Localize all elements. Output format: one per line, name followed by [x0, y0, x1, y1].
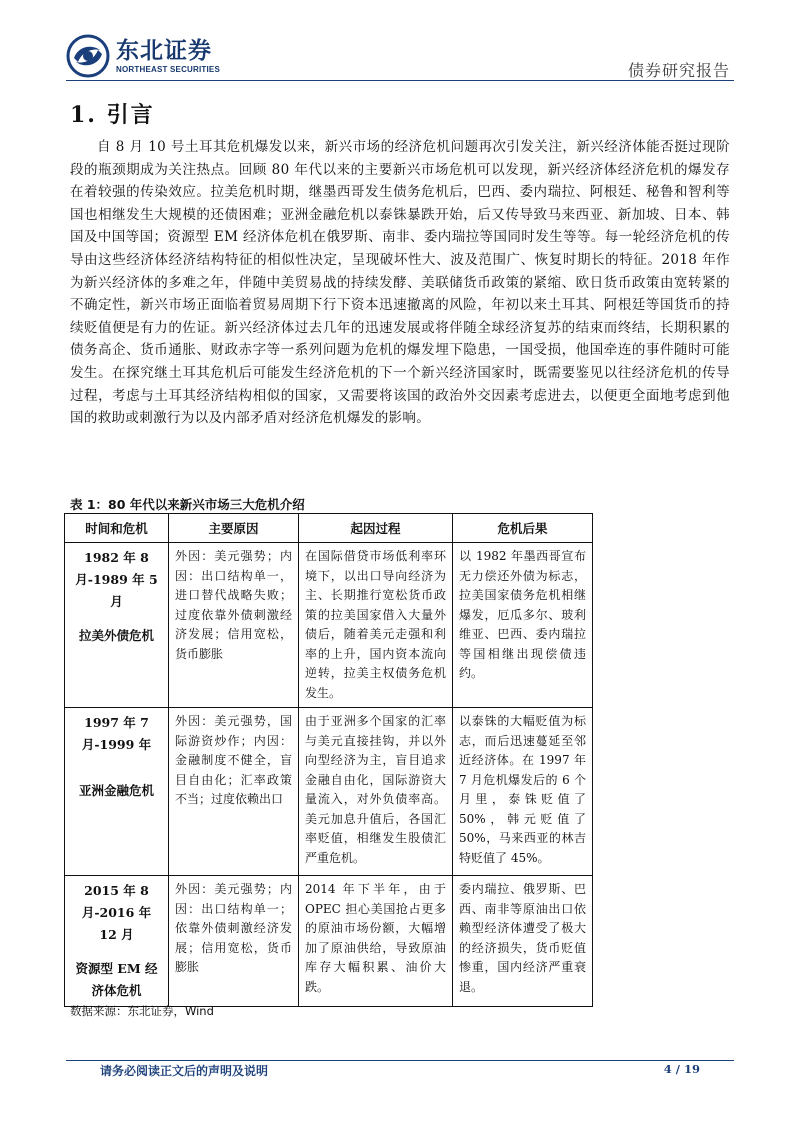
- crisis-period-cell: [65, 543, 169, 708]
- crisis-name: 资源型 EM 经济体危机: [75, 961, 158, 998]
- crisis-name: 亚洲金融危机: [78, 783, 154, 798]
- report-type: 债券研究报告: [627, 61, 730, 80]
- page-number: 4 / 19: [663, 1062, 700, 1076]
- table-row: [65, 708, 593, 876]
- header-result: 危机后果: [453, 514, 593, 543]
- company-logo: [66, 34, 220, 78]
- table-header-row: [65, 514, 593, 543]
- crisis-period-cell: [65, 876, 169, 1007]
- company-name-cn: 东北证券: [116, 38, 212, 64]
- crisis-process: 2014 年下半年，由于 OPEC 担心美国抢占更多的原油市场份额，大幅增加了原油供给，导致原油库存大幅积累、油价大跌。: [299, 876, 453, 1007]
- table-row: [65, 876, 593, 1007]
- header-cause: 主要原因: [169, 514, 299, 543]
- northeast-securities-logo-icon: [66, 34, 110, 78]
- crisis-period: 1997 年 7 月-1999 年: [81, 715, 152, 752]
- header-process: 起因过程: [299, 514, 453, 543]
- crisis-process: 由于亚洲多个国家的汇率与美元直接挂钩，并以外向型经济为主，盲目追求金融自由化，国际游资大量流入，对外负债率高。美元加息升值后，各国汇率贬值，相继发生股债汇严重危机。: [299, 708, 453, 876]
- header-time: 时间和危机: [65, 514, 169, 543]
- crisis-result: 以 1982 年墨西哥宣布无力偿还外债为标志，拉美国家债务危机相继爆发，厄瓜多尔、玻利维亚、巴西、委内瑞拉等国相继出现偿债违约。: [453, 543, 593, 708]
- crisis-period-cell: [65, 708, 169, 876]
- crisis-name: 拉美外债危机: [78, 628, 154, 643]
- crisis-table: [64, 513, 593, 1007]
- intro-paragraph: 自 8 月 10 号土耳其危机爆发以来，新兴市场的经济危机问题再次引发关注，新兴经济体能否挺过现阶段的瓶颈期成为关注热点。回顾 80 年代以来的主要新兴市场危机可以发现，新兴经济体经济危机的爆发存在着较强的传染效应。拉美危机时期，继墨西哥发生债务危机后，巴西、委内瑞拉、阿根廷、秘鲁和智利等国也相继发生大规模的还债困难；亚洲金融危机以泰铢暴跌开始，后又传导致马来西亚、新加坡、日本、韩国及中国等国；资源型 EM 经济体危机在俄罗斯、南非、委内瑞拉等国同时发生等等。每一轮经济危机的传导由这些经济体经济结构特征的相似性决定，呈现破坏性大、波及范围广、恢复时期长的特征。2018 年作为新兴经济体的多难之年，伴随中美贸易战的持续发酵、美联储货币政策的紧缩、欧日货币政策由宽转紧的不确定性，新兴市场正面临着贸易周期下行下资本迅速撤离的风险，年初以来土耳其、阿根廷等国货币的持续贬值便是有力的佐证。新兴经济体过去几年的迅速发展或将伴随全球经济复苏的结束而终结，长期积累的债务高企、货币通胀、财政赤字等一系列问题为危机的爆发埋下隐患，一国受损，他国牵连的事件随时可能发生。在探究继土耳其危机后可能发生经济危机的下一个新兴经济国家时，既需要鉴见以往经济危机的传导过程，考虑与土耳其经济结构相似的国家，又需要将该国的政治外交因素考虑进去，以便更全面地考虑到他国的救助或刺激行为以及内部矛盾对经济危机爆发的影响。: [70, 139, 730, 427]
- crisis-result: 以泰铢的大幅贬值为标志，而后迅速蔓延至邻近经济体。在 1997 年 7 月危机爆发后的 6 个月里，泰铢贬值了 50%，韩元贬值了 50%，马来西亚的林吉特贬值了 45%。: [453, 708, 593, 876]
- table-row: [65, 543, 593, 708]
- crisis-period: 1982 年 8 月-1989 年 5 月: [75, 550, 158, 609]
- table-caption: 表 1：80 年代以来新兴市场三大危机介绍: [70, 497, 305, 512]
- section-title: 1. 引言: [70, 102, 155, 128]
- crisis-cause: 外因：美元强势；内因：出口结构单一；依靠外债刺激经济发展；信用宽松，货币膨胀: [169, 876, 299, 1007]
- company-name-en: NORTHEAST SECURITIES: [116, 65, 221, 74]
- crisis-cause: 外因：美元强势；内因：出口结构单一，进口替代战略失败；过度依靠外债刺激经济发展；信用宽松，货币膨胀: [169, 543, 299, 708]
- footer-divider: [66, 1060, 734, 1061]
- crisis-result: 委内瑞拉、俄罗斯、巴西、南非等原油出口依赖型经济体遭受了极大的经济损失，货币贬值惨重，国内经济严重衰退。: [453, 876, 593, 1007]
- data-source-note: 数据来源：东北证券，Wind: [70, 1004, 214, 1018]
- header-divider: [66, 80, 734, 81]
- disclaimer-note: 请务必阅读正文后的声明及说明: [100, 1064, 269, 1078]
- crisis-period: 2015 年 8 月-2016 年 12 月: [81, 883, 152, 942]
- crisis-cause: 外因：美元强势，国际游资炒作；内因：金融制度不健全，盲目自由化；汇率政策不当；过度依赖出口: [169, 708, 299, 876]
- crisis-process: 在国际借贷市场低利率环境下，以出口导向经济为主、长期推行宽松货币政策的拉美国家借入大量外债后，随着美元走强和利率的上升，国内资本流向逆转，拉美主权债务危机发生。: [299, 543, 453, 708]
